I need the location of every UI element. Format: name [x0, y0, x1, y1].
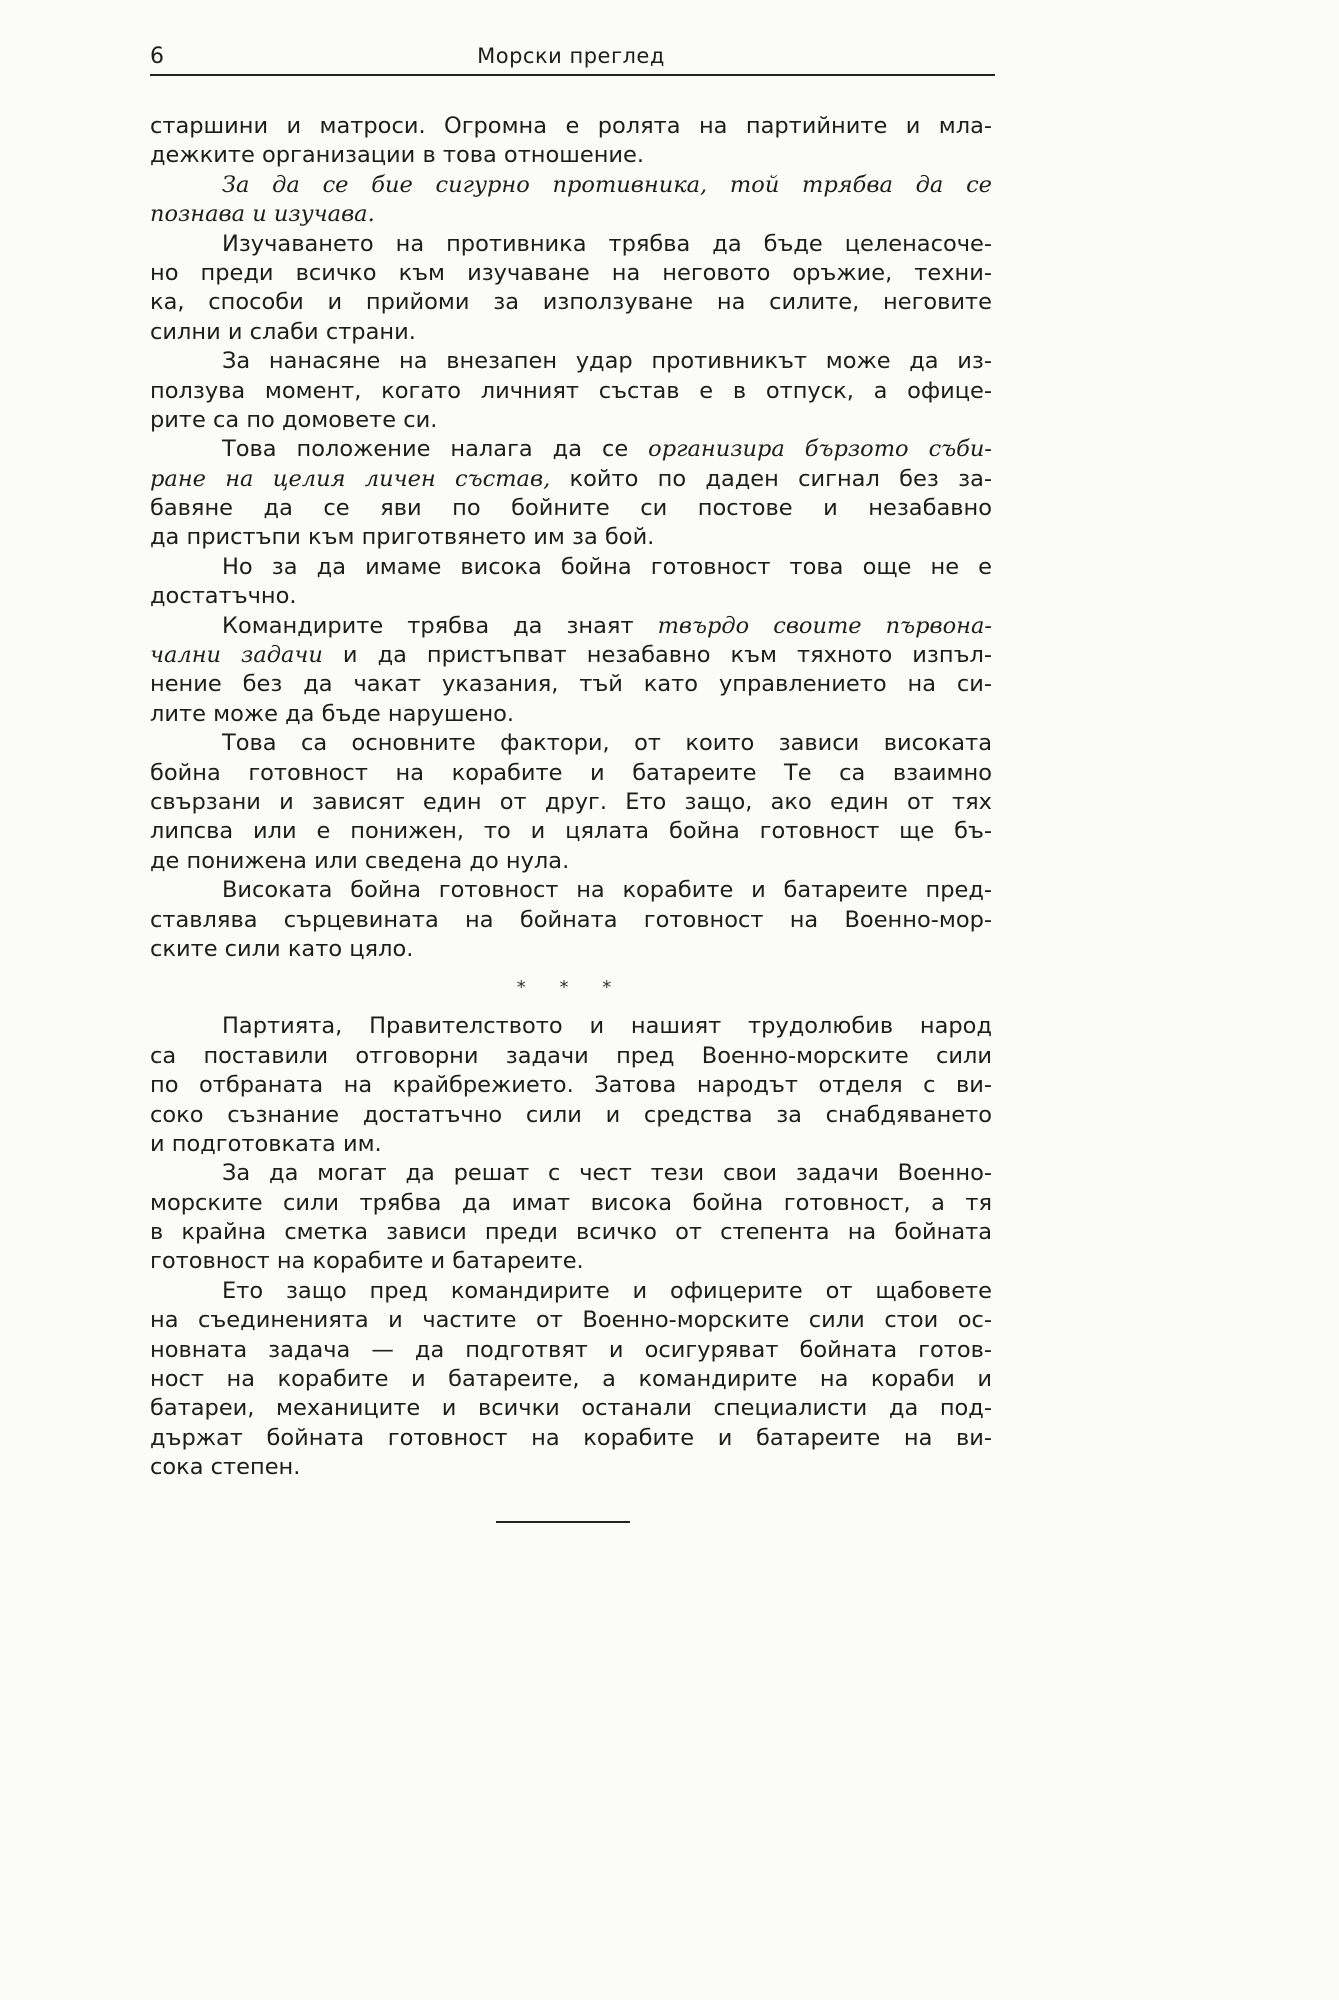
paragraph-10	[150, 1012, 992, 1159]
text-line: старшини и матроси. Огромна е ролята на партийните и мла-	[150, 113, 992, 139]
paragraph-5	[150, 435, 992, 553]
text-line: морските сили трябва да имат висока бойна готовност, а тя	[150, 1189, 992, 1216]
text-line: батареи, механиците и всички останали специалисти да под-	[150, 1395, 992, 1422]
text-line	[150, 465, 992, 494]
text-line: Това са основните фактори, от които зависи високата	[222, 730, 992, 757]
text-line: соко съзнание достатъчно сили и средства за снабдяването	[150, 1101, 992, 1128]
text-line: Изучаването на противника трябва да бъде целенасоче-	[222, 230, 992, 257]
text-line: Ето защо пред командирите и офицерите от щабовете	[222, 1277, 992, 1304]
header-rule	[150, 74, 995, 76]
text-line: бавяне да се яви по бойните си постове и незабавно	[150, 495, 992, 522]
emphasis-text: чални задачи	[150, 642, 323, 669]
text-line: ставлява сърцевината на бойната готовност на Военно-мор-	[150, 906, 992, 933]
text-line: по отбраната на крайбрежието. Затова народът отделя с ви-	[150, 1072, 992, 1099]
text-line: достатъчно.	[150, 583, 297, 610]
text-line: са поставили отговорни задачи пред Военно-морските сили	[150, 1042, 992, 1069]
paragraph-7	[150, 612, 992, 730]
text-line: Високата бойна готовност на корабите и батареите пред-	[222, 877, 992, 904]
running-title: Морски преглед	[477, 44, 665, 68]
emphasis-text: организира бързото съби-	[648, 436, 992, 463]
text-run: който по даден сигнал без за-	[550, 465, 992, 492]
text-line: Но за да имаме висока бойна готовност това още не е	[222, 553, 992, 580]
paragraph-4	[150, 347, 992, 435]
text-line: ползува момент, когато личният състав е в отпуск, а офице-	[150, 377, 992, 404]
footer-rule	[496, 1521, 630, 1523]
body-text	[150, 112, 992, 1483]
text-line: държат бойната готовност на корабите и батареите на ви-	[150, 1424, 992, 1451]
paragraph-9	[150, 876, 992, 964]
text-line: да пристъпи към приготвянето им за бой.	[150, 524, 655, 551]
paragraph-1	[150, 112, 992, 171]
text-line	[150, 641, 992, 670]
page-number: 6	[150, 44, 164, 69]
text-line: ските сили като цяло.	[150, 935, 414, 962]
text-line: сока степен.	[150, 1454, 301, 1481]
text-line: ка, способи и прийоми за използуване на силите, неговите	[150, 289, 992, 316]
text-line: ност на корабите и батареите, а командирите на кораби и	[150, 1366, 992, 1393]
paragraph-2	[150, 171, 992, 230]
page-header	[150, 42, 992, 74]
text-run: Командирите трябва да знаят	[222, 612, 658, 639]
text-line: новната задача — да подготвят и осигуряват бойната готов-	[150, 1336, 992, 1363]
text-line: лите може да бъде нарушено.	[150, 700, 515, 727]
paragraph-8	[150, 729, 992, 876]
text-line: и подготовката им.	[150, 1130, 382, 1157]
text-line: бойна готовност на корабите и батареите Те са взаимно	[150, 759, 992, 786]
paragraph-6	[150, 553, 992, 612]
text-line: Партията, Правителството и нашият трудолюбив народ	[222, 1013, 992, 1040]
text-line: готовност на корабите и батареите.	[150, 1248, 584, 1275]
emphasis-text: ране на целия личен състав,	[150, 465, 551, 492]
text-line: на съединенията и частите от Военно-морските сили стои ос-	[150, 1307, 992, 1334]
paragraph-3	[150, 230, 992, 348]
text-line: в крайна сметка зависи преди всичко от степента на бойната	[150, 1219, 992, 1246]
emphasis-text: твърдо своите първона-	[657, 612, 993, 639]
text-line: липсва или е понижен, то и цялата бойна готовност ще бъ-	[150, 818, 992, 845]
paragraph-12	[150, 1277, 992, 1483]
text-run: Това положение налага да се	[222, 436, 649, 463]
paragraph-11	[150, 1159, 992, 1277]
text-line: нение без да чакат указания, тъй като управлението на си-	[150, 671, 992, 698]
text-line	[150, 612, 992, 641]
text-run: и да пристъпват незабавно към тяхното изпъл-	[322, 642, 992, 669]
text-line: но преди всичко към изучаване на неговото оръжие, техни-	[150, 259, 992, 286]
text-line: де понижена или сведена до нула.	[150, 847, 570, 874]
text-line: За да могат да решат с чест тези свои задачи Военно-	[222, 1160, 992, 1187]
text-line: За да се бие сигурно противника, той трябва да се	[222, 171, 992, 198]
text-line: За нанасяне на внезапен удар противникът може да из-	[222, 348, 992, 375]
text-line: познава и изучава.	[150, 201, 375, 228]
text-line: свързани и зависят един от друг. Ето защо, ако един от тях	[150, 788, 992, 815]
text-line: силни и слаби страни.	[150, 318, 416, 345]
text-line: дежките организации в това отношение.	[150, 142, 645, 169]
text-line	[150, 435, 992, 464]
text-line: рите са по домовете си.	[150, 406, 438, 433]
section-separator: * * *	[516, 977, 626, 999]
